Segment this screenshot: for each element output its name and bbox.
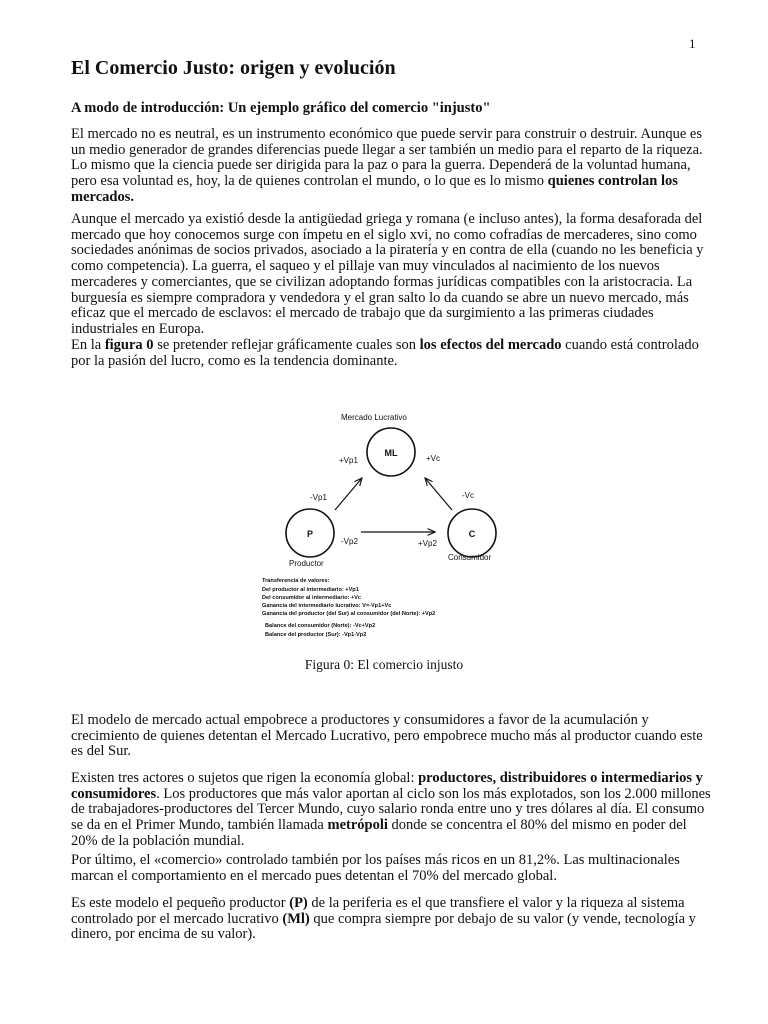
node-p-label: P [306,529,314,539]
figure-caption: Figura 0: El comercio injusto [304,657,464,672]
label-plus-vp2: +Vp2 [418,539,437,548]
legend-line: Balance del productor (Sur): -Vp1-Vp2 [265,632,367,638]
legend-line: Ganancia del productor (del Sur) al consumidor (del Norte): +Vp2 [262,611,436,617]
paragraph-7: Es este modelo el pequeño productor (P) de la periferia es el que transfiere el valor y la riqueza al sistema controlado por el mercado lucrativo (Ml) que compra siempre por debajo de su valor (y vende, tecnología y dinero, por encima de su valor). [71,895,696,943]
legend-line: Del consumidor al intermediario: +Vc [262,595,362,601]
section-subtitle: A modo de introducción: Un ejemplo gráfico del comercio "injusto" [71,100,491,116]
paragraph-4: El modelo de mercado actual empobrece a productores y consumidores a favor de la acumulación y crecimiento de quienes detentan el Mercado Lucrativo, pero empobrece mucho más al productor cuando este es del Sur. [71,712,703,760]
document-title: El Comercio Justo: origen y evolución [71,57,396,79]
node-ml-label: ML [384,448,398,458]
paragraph-3: En la figura 0 se pretender reflejar gráficamente cuales son los efectos del mercado cuando está controlado por la pasión del lucro, como es la tendencia dominante. [71,337,699,369]
label-consumidor: Consumidor [448,553,492,562]
arrow-p-to-ml [335,478,362,510]
legend-line: Ganancia del intermediario lucrativo: V=-Vp1+Vc [262,603,392,609]
paragraph-6: Por último, el «comercio» controlado también por los países más ricos en un 81,2%. Las multinacionales marcan el comportamiento en el mercado pues detentan el 70% del mercado global. [71,852,680,884]
page-number: 1 [689,36,696,51]
label-plus-vc: +Vc [426,454,441,463]
legend-line: Del productor al intermediario: +Vp1 [262,587,359,593]
legend-line: Balance del consumidor (Norte): -Vc+Vp2 [265,623,376,629]
arrow-c-to-ml [425,478,452,510]
paragraph-1: El mercado no es neutral, es un instrumento económico que puede servir para construir o destruir. Aunque es un medio generador de grandes diferencias puede llegar a ser también un medio para el reparto de la riqueza. Lo mismo que la ciencia puede ser dirigida para la paz o para la guerra. Dependerá de la voluntad humana, pero esa voluntad es, hoy, la de quienes controlan el mundo, o lo que es lo mismo quienes controlan los mercados. [71,126,703,205]
paragraph-2: Aunque el mercado ya existió desde la antigüedad griega y romana (e incluso antes), la forma desaforada del mercado que hoy conocemos surge con ímpetu en el siglo xvi, no como cofradías de mercaderes, sino como sociedades anónimas de socios privados, asociado a la piratería y en contra de ella (cuando no les beneficia y como competencia). La guerra, el saqueo y el pillaje van muy vinculados al nacimiento de los nuevos mercaderes y comerciantes, que se civilizan adoptando formas jurídicas compatibles con la aristocracia. La burguesía es siempre compradora y vendedora y el gran salto lo da cuando se abre un nuevo mercado, más eficaz que el mercado de esclavos: el mercado de trabajo que da surgimiento a las primeras ciudades industriales en Europa. [71,211,704,337]
paragraph-5: Existen tres actores o sujetos que rigen la economía global: productores, distribuidores o intermediarios y consumidores. Los productores que más valor aportan al ciclo son los más explotados, son los 2.000 millones de trabajadores-productores del Tercer Mundo, cuyo salario ronda entre uno y tres dólares al día. El consumo se da en el Primer Mundo, también llamada metrópoli donde se concentra el 80% del mismo en poder del 20% de la población mundial. [71,770,711,849]
label-minus-vp2: -Vp2 [341,537,358,546]
node-c-label: C [468,529,476,539]
figure-commerce-diagram [255,408,525,648]
legend-heading: Transferencia de valores: [262,578,330,584]
label-minus-vp1: -Vp1 [310,493,327,502]
figure-title: Mercado Lucrativo [341,413,407,422]
label-plus-vp1: +Vp1 [339,456,358,465]
label-productor: Productor [289,559,324,568]
label-minus-vc: -Vc [462,491,474,500]
